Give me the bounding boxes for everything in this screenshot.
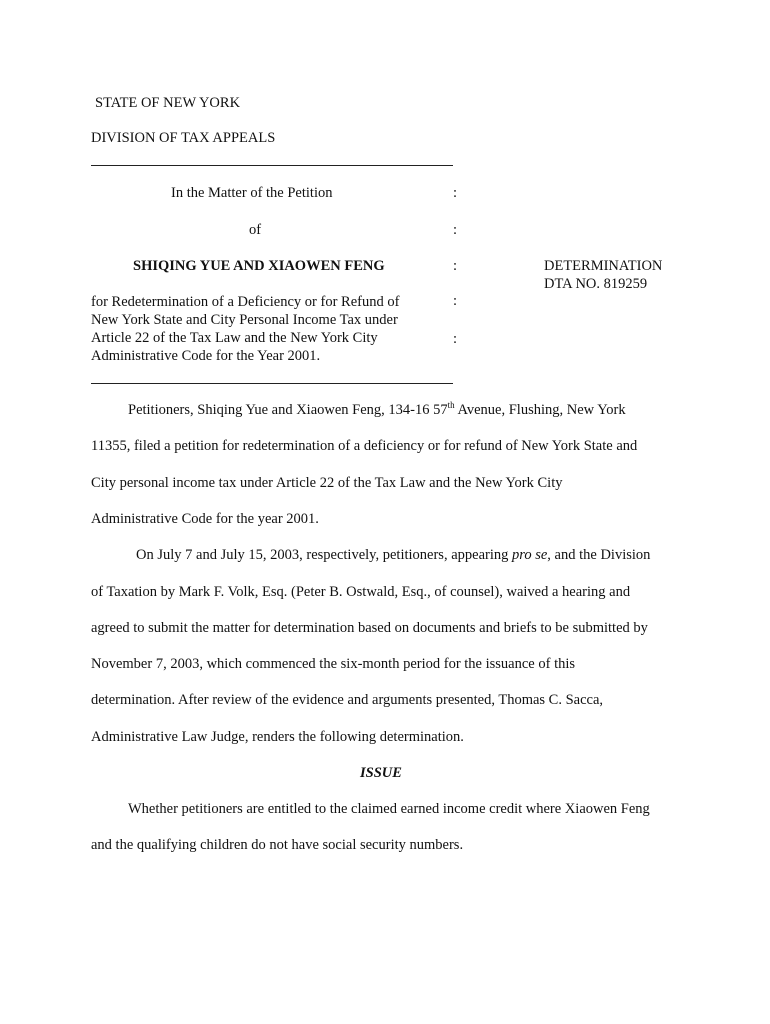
issue-heading: ISSUE — [360, 765, 402, 781]
dta-number: DTA NO. 819259 — [544, 276, 648, 292]
caption-colon: : — [453, 222, 458, 238]
caption-purpose-line: for Redetermination of a Deficiency or for Refund of — [91, 294, 400, 310]
state-heading: STATE OF NEW YORK — [95, 95, 241, 111]
division-heading: DIVISION OF TAX APPEALS — [91, 130, 276, 146]
paragraph-1-line: Administrative Code for the year 2001. — [91, 511, 319, 527]
caption-purpose-line: Article 22 of the Tax Law and the New York City — [91, 330, 378, 346]
caption-colon: : — [453, 293, 458, 309]
caption-of-line: of — [249, 222, 262, 238]
caption-purpose-line: New York State and City Personal Income Tax under — [91, 312, 398, 328]
caption-colon: : — [453, 331, 458, 347]
caption-colon: : — [453, 258, 458, 274]
paragraph-2-line: of Taxation by Mark F. Volk, Esq. (Peter B. Ostwald, Esq., of counsel), waived a hearing and — [91, 584, 631, 600]
text-run: Petitioners, Shiqing Yue and Xiaowen Feng, 134-16 57 — [128, 402, 448, 418]
paragraph-1-line: City personal income tax under Article 22 of the Tax Law and the New York City — [91, 475, 563, 491]
caption-purpose-line: Administrative Code for the Year 2001. — [91, 348, 321, 364]
paragraph-2-line: November 7, 2003, which commenced the six-month period for the issuance of this — [91, 656, 576, 672]
paragraph-3-line: and the qualifying children do not have social security numbers. — [91, 837, 464, 853]
paragraph-2-line: Administrative Law Judge, renders the following determination. — [91, 729, 464, 745]
caption-colon: : — [453, 185, 458, 201]
caption-purpose — [91, 293, 399, 365]
italic-text: pro se — [511, 547, 548, 563]
caption-top-rule — [91, 165, 453, 166]
paragraph-3-line: Whether petitioners are entitled to the claimed earned income credit where Xiaowen Feng — [128, 801, 650, 817]
caption-bottom-rule — [91, 383, 453, 384]
text-run: Avenue, Flushing, New York — [454, 402, 626, 418]
determination-label: DETERMINATION — [544, 258, 663, 274]
paragraph-1-line: 11355, filed a petition for redetermination of a deficiency or for refund of New York State and — [91, 438, 638, 454]
ordinal-suffix: th — [447, 400, 455, 411]
paragraph-2-line — [136, 547, 650, 564]
paragraph-2-line: determination. After review of the evidence and arguments presented, Thomas C. Sacca, — [91, 692, 604, 708]
text-run: , and the Division — [547, 547, 651, 563]
paragraph-1-line — [128, 402, 626, 419]
paragraph-2-line: agreed to submit the matter for determination based on documents and briefs to be submitted by — [91, 620, 648, 636]
caption-matter-line: In the Matter of the Petition — [171, 185, 333, 201]
text-run: On July 7 and July 15, 2003, respectively, petitioners, appearing — [136, 547, 512, 563]
caption-petitioners-name: SHIQING YUE AND XIAOWEN FENG — [133, 258, 385, 274]
